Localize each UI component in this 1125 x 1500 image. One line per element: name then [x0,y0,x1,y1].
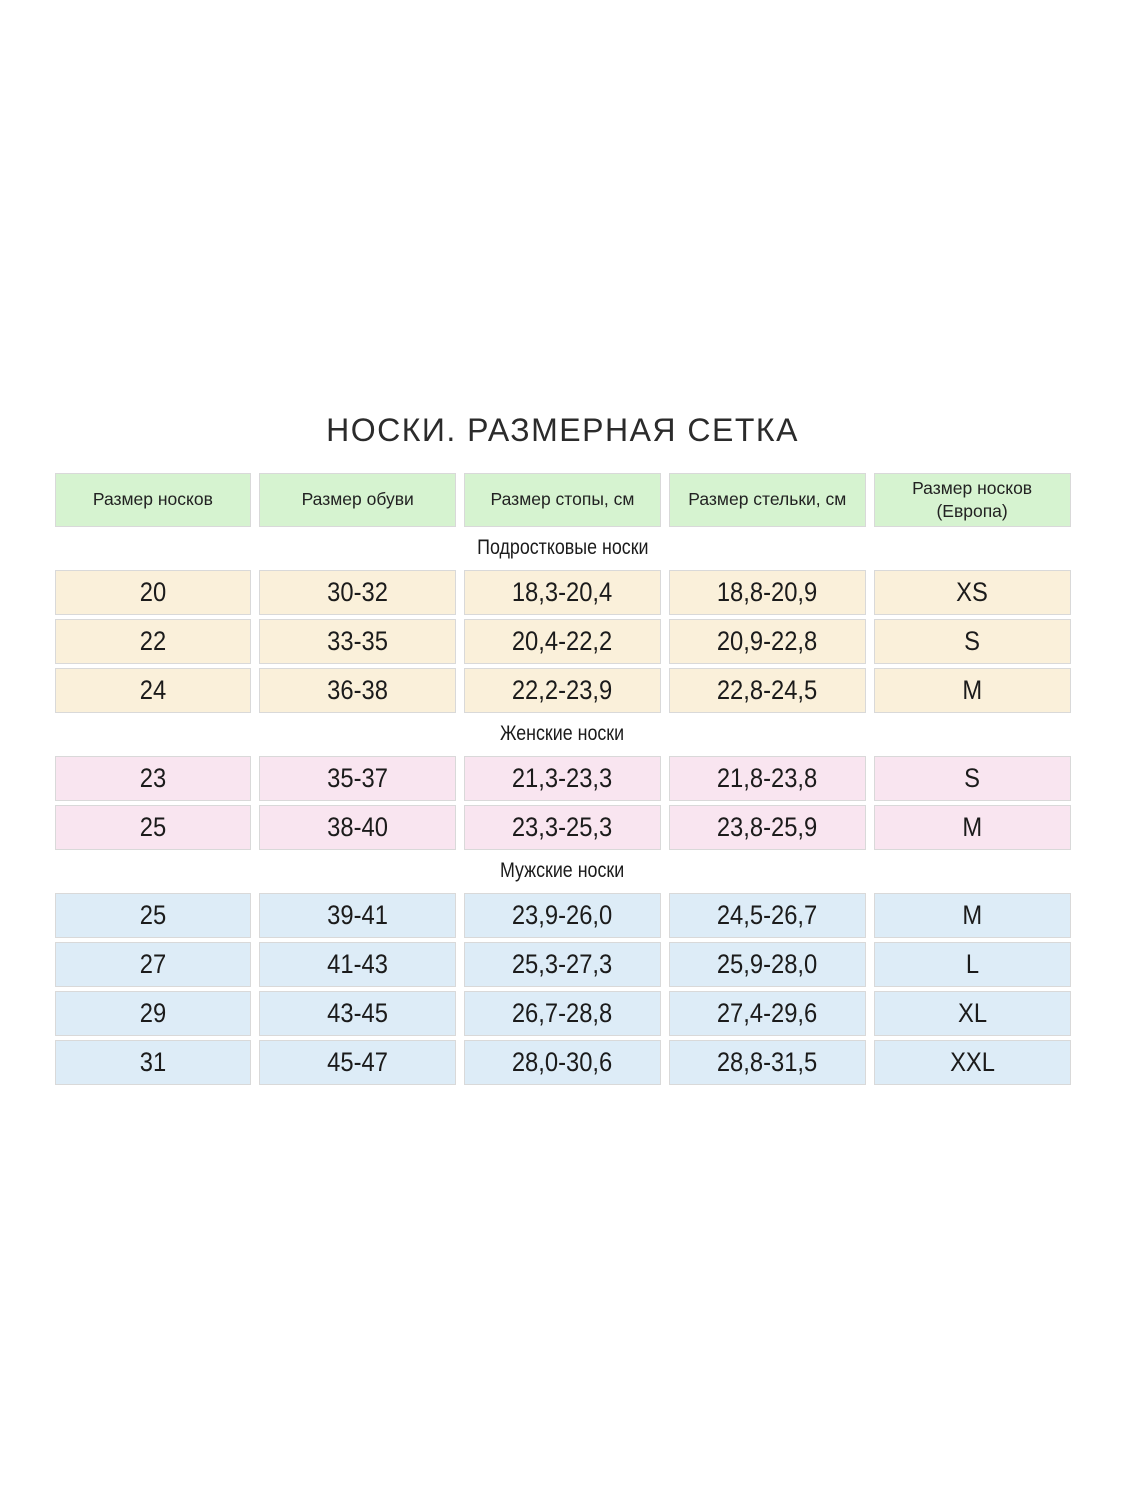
cell-text: 25 [139,811,167,842]
insole-size-cell [669,1040,866,1085]
section-label-men [55,854,1071,889]
cell-text: 18,8-20,9 [717,576,818,607]
cell-text: 28,8-31,5 [717,1046,818,1077]
cell-text: 31 [139,1046,167,1077]
cell-text: 23,9-26,0 [512,899,613,930]
cell-text: 45-47 [327,1046,389,1077]
europe-size-cell [874,668,1071,713]
sock-size-cell [55,668,252,713]
sock-size-cell [55,1040,252,1085]
cell-text: 18,3-20,4 [512,576,613,607]
cell-text: 35-37 [327,762,389,793]
foot-size-cell [464,619,661,664]
foot-size-cell [464,893,661,938]
table-header-row [55,473,1071,527]
section-label-women [55,717,1071,752]
shoe-size-cell [259,991,456,1036]
cell-text: M [962,899,982,930]
teen-row-1 [55,570,1071,615]
foot-size-cell [464,991,661,1036]
cell-text: 20 [139,576,167,607]
cell-text: 36-38 [327,674,389,705]
cell-text: 25 [139,899,167,930]
sock-size-cell [55,991,252,1036]
insole-size-cell [669,942,866,987]
shoe-size-cell [259,619,456,664]
cell-text: 22,2-23,9 [512,674,613,705]
cell-text: L [965,948,979,979]
cell-text: 25,9-28,0 [717,948,818,979]
cell-text: 23,3-25,3 [512,811,613,842]
foot-size-cell [464,668,661,713]
europe-size-cell [874,991,1071,1036]
sock-size-cell [55,619,252,664]
cell-text: 33-35 [327,625,389,656]
cell-text: 41-43 [327,948,389,979]
europe-size-cell [874,942,1071,987]
shoe-size-cell [259,570,456,615]
cell-text: 25,3-27,3 [512,948,613,979]
europe-size-cell [874,570,1071,615]
insole-size-cell [669,756,866,801]
cell-text: 24,5-26,7 [717,899,818,930]
shoe-size-cell [259,668,456,713]
men-row-3 [55,991,1071,1036]
sock-size-cell [55,756,252,801]
sock-size-cell [55,893,252,938]
cell-text: 20,9-22,8 [717,625,818,656]
europe-size-cell [874,756,1071,801]
cell-text: 20,4-22,2 [512,625,613,656]
insole-size-cell [669,619,866,664]
insole-size-cell [669,991,866,1036]
men-row-4 [55,1040,1071,1085]
women-row-1 [55,756,1071,801]
cell-text: 21,8-23,8 [717,762,818,793]
cell-text: 27 [139,948,167,979]
shoe-size-cell [259,756,456,801]
cell-text: 30-32 [327,576,389,607]
sock-size-cell [55,942,252,987]
sock-size-cell [55,570,252,615]
page-title: НОСКИ. РАЗМЕРНАЯ СЕТКА [326,412,799,448]
size-table [55,473,1071,1085]
cell-text: 23 [139,762,167,793]
insole-size-cell [669,893,866,938]
europe-size-cell [874,805,1071,850]
section-label-text: Мужские носки [500,859,625,882]
shoe-size-cell [259,942,456,987]
cell-text: 21,3-23,3 [512,762,613,793]
shoe-size-cell [259,805,456,850]
cell-text: 39-41 [327,899,389,930]
cell-text: 22 [139,625,167,656]
cell-text: S [964,625,981,656]
cell-text: 23,8-25,9 [717,811,818,842]
men-row-1 [55,893,1071,938]
cell-text: 26,7-28,8 [512,997,613,1028]
column-header-foot-size: Размер стопы, см [464,473,661,527]
section-label-teen [55,531,1071,566]
shoe-size-cell [259,893,456,938]
europe-size-cell [874,1040,1071,1085]
men-row-2 [55,942,1071,987]
insole-size-cell [669,668,866,713]
women-row-2 [55,805,1071,850]
section-label-text: Женские носки [500,722,625,745]
cell-text: 27,4-29,6 [717,997,818,1028]
cell-text: 28,0-30,6 [512,1046,613,1077]
cell-text: 43-45 [327,997,389,1028]
column-header-shoe-size: Размер обуви [259,473,456,527]
cell-text: XL [957,997,987,1028]
europe-size-cell [874,893,1071,938]
cell-text: 22,8-24,5 [717,674,818,705]
foot-size-cell [464,570,661,615]
teen-row-3 [55,668,1071,713]
cell-text: XS [956,576,988,607]
cell-text: 29 [139,997,167,1028]
foot-size-cell [464,805,661,850]
cell-text: 38-40 [327,811,389,842]
foot-size-cell [464,1040,661,1085]
sock-size-cell [55,805,252,850]
insole-size-cell [669,570,866,615]
column-header-sock-size-europe: Размер носков (Европа) [874,473,1071,527]
cell-text: M [962,811,982,842]
teen-row-2 [55,619,1071,664]
cell-text: M [962,674,982,705]
column-header-insole-size: Размер стельки, см [669,473,866,527]
europe-size-cell [874,619,1071,664]
foot-size-cell [464,756,661,801]
insole-size-cell [669,805,866,850]
shoe-size-cell [259,1040,456,1085]
column-header-sock-size: Размер носков [55,473,252,527]
cell-text: XXL [949,1046,995,1077]
section-label-text: Подростковые носки [476,536,649,559]
cell-text: S [964,762,981,793]
cell-text: 24 [139,674,167,705]
foot-size-cell [464,942,661,987]
